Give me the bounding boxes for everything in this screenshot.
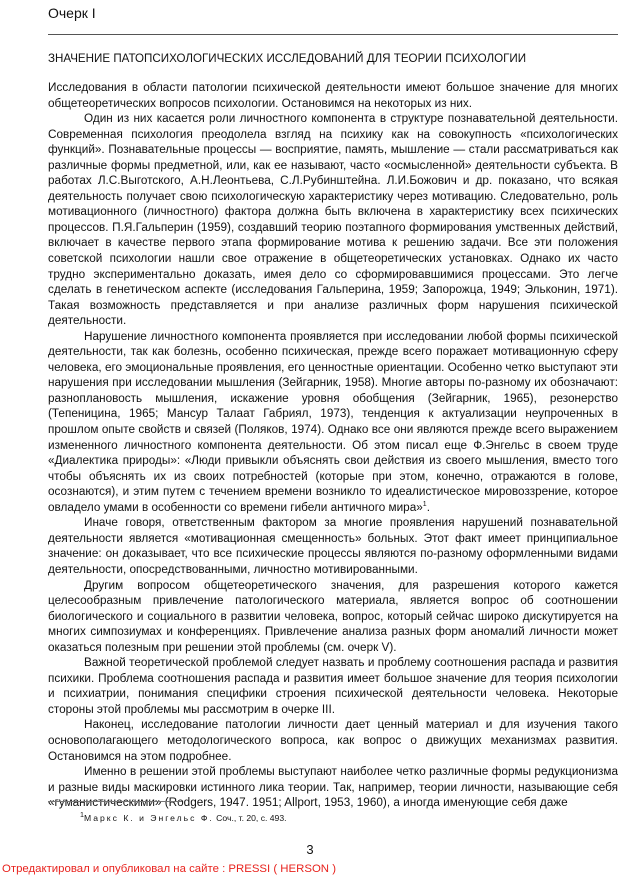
page-number: 3 [306,842,314,857]
header-rule [48,34,618,35]
paragraph-5: Другим вопросом общетеоретического значения, для разрешения которого кажется целесообразным привлечение патологического материала, является вопрос об соотношении биологического и социального в развитии человека, вопрос, который сейчас широко дискутируется на многих симпозиумах и конференциях. Привлечение анализа разных форм аномалий личности может оказаться полезным при решении этой проблемы (см. очерк V). [48,578,618,654]
paragraph-1: Исследования в области патологии психической деятельности имеют большое значение для многих общетеоретических вопросов психологии. Остановимся на некоторых из них. [48,81,618,110]
footnote-author: Маркс К. и Энгельс Ф. [83,812,214,823]
article-body [48,80,618,811]
paragraph-4: Иначе говоря, ответственным фактором за многие проявления нарушений познавательной деятельности является «мотивационная смещенность» больных. Этот факт имеет принципиальное значение: он доказывает, что все психические процессы являются по-разному оформленными видами деятельности, опосредствованными, личностно мотивированными. [48,516,618,576]
section-title: ЗНАЧЕНИЕ ПАТОПСИХОЛОГИЧЕСКИХ ИССЛЕДОВАНИЙ ДЛЯ ТЕОРИИ ПСИХОЛОГИИ [48,52,527,65]
chapter-label: Очерк I [48,5,96,21]
footnote-source: Соч., т. 20, с. 493. [216,812,287,823]
footnote-marker: 1 [80,811,84,819]
paragraph-3: Нарушение личностного компонента проявляется при исследовании любой формы психической деятельности, так как болезнь, особенно психическая, прежде всего поражает мотивационную сферу человека, его эмоциональные проявления, его ценностные ориентации. Особенно четко выступают эти нарушения при исследовании мышления (Зейгарник, 1958). Многие авторы по-разному их обозначают: разноплановость мышления, искажение уровня обобщения (Зейгарник, 1965), резонерство (Тепеницина, 1965; Мансур Талаат Габриял, 1973), тенденция к актуализации неупроченных в прошлом опыте свойств и связей (Поляков, 1974). Однако все они являются прежде всего выражением измененного личностного компонента деятельности. Об этом писал еще Ф.Энгельс в своем труде «Диалектика природы»: «Люди привыкли объяснять свои действия из своего мышления, вместо того чтобы объяснять их из своих потребностей (которые при этом, конечно, отражаются в голове, осознаются), и этим путем с течением времени возникло то идеалистическое мировоззрение, которое овладело умами в особенности со времени гибели античного мира»$^1$. [48,329,618,514]
publisher-credit: Отредактировал и опубликовал на сайте : PRESSI ( HERSON ) [2,863,336,875]
paragraph-3-text: Нарушение личностного компонента проявляется при исследовании любой формы психической деятельности, так как болезнь, особенно психическая, прежде всего поражает мотивационную сферу человека, его эмоциональные проявления, его ценностные ориентации. Особенно четко выступают эти нарушения при исследовании мышления (Зейгарник, 1958). Многие авторы по-разному их обозначают: разноплановость мышления, искажение уровня обобщения (Зейгарник, 1965), резонерство (Тепеницина, 1965; Мансур Талаат Габриял, 1973), тенденция к актуализации неупроченных в прошлом опыте свойств и связей (Поляков, 1974). Однако все они являются прежде всего выражением измененного личностного компонента деятельности. Об этом писал еще Ф.Энгельс в своем труде «Диалектика природы»: «Люди привыкли объяснять свои действия из своего мышления, вместо того чтобы объяснять их из своих потребностей (которые при этом, конечно, отражаются в голове, осознаются), и этим путем с течением времени возникло то идеалистическое мировоззрение, которое овладело умами в особенности со времени гибели античного мира» [48,329,618,514]
paragraph-2: Один из них касается роли личностного компонента в структуре познавательной деятельности. Современная психология преодолела взгляд на психику как на совокупность «психологических функций». Познавательные процессы — восприятие, память, мышление — стали рассматриваться как различные формы предметной, или, как ее называют, часто «осмысленной» деятельности субъекта. В работах Л.С.Выготского, А.Н.Леонтьева, С.Л.Рубинштейна. Л.И.Божович и др. показано, что всякая деятельность получает свою психологическую характеристику через мотивацию. Следовательно, роль мотивационного (личностного) фактора должна быть включена в характеристику всех психических процессов. П.Я.Гальперин (1959), создавший теорию поэтапного формирования умственных действий, включает в качестве первого этапа формирование мотива к решению задачи. Все эти положения советской психологии нашли свое отражение в общетеоретических установках. Однако их часто трудно экспериментально доказать, имея дело со сформировавшимися процессами. Это легче сделать в генетическом аспекте (исследования Гальперина, 1959; Запорожца, 1949; Эльконин, 1971). Такая возможность представляется и при анализе различных форм нарушения психической деятельности. [48,112,618,328]
paragraph-6: Важной теоретической проблемой следует назвать и проблему соотношения распада и развития психики. Проблема соотношения распада и развития имеет большое значение для теория психологии и психиатрии, понимания специфики строения психической деятельности человека. Некоторые стороны этой проблемы мы рассмотрим в очерке III. [48,656,618,716]
paragraph-8: Именно в решении этой проблемы выступают наиболее четко различные формы редукционизма и разные виды маскировки истинного лика теории. Так, например, теории личности, называющие себя «гуманистическими» (Rodgers, 1947. 1951; Allport, 1953, 1960), а иногда именующие себя даже [48,765,618,810]
paragraph-7: Наконец, исследование патологии личности дает ценный материал и для изучения такого основополагающего методологического вопроса, как вопрос о движущих механизмах развития. Остановимся на этом подробнее. [48,718,618,763]
footnote-reference[interactable]: 1 [422,500,427,508]
footnote [80,810,287,824]
footnote-rule [48,801,182,802]
